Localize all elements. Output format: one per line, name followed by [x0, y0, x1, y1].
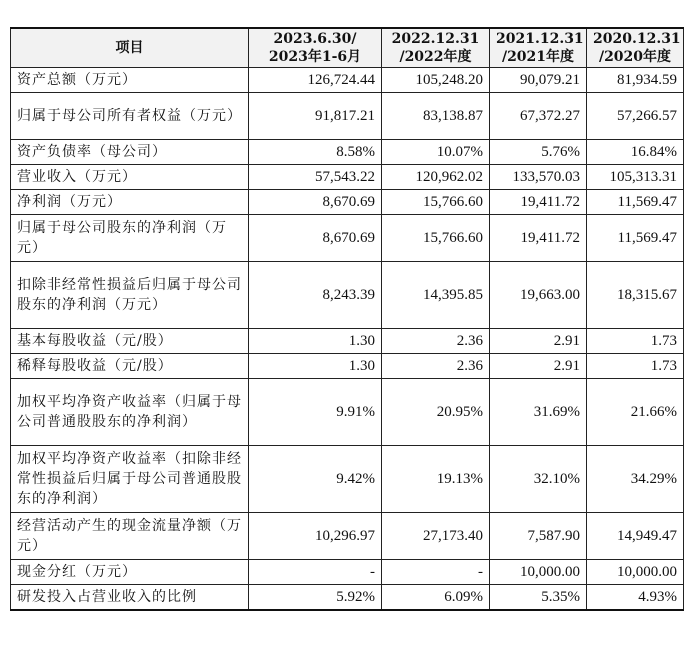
row-label: 资产总额（万元）: [11, 68, 249, 93]
row-label: 加权平均净资产收益率（扣除非经常性损益后归属于母公司普通股股东的净利润）: [11, 446, 249, 513]
cell-value: 19.13%: [382, 446, 490, 513]
cell-value: 57,266.57: [587, 93, 684, 140]
table-row: [11, 354, 684, 379]
table-row: [11, 513, 684, 560]
cell-value: 1.73: [587, 354, 684, 379]
cell-value: 14,395.85: [382, 262, 490, 329]
cell-value: 1.30: [249, 329, 382, 354]
cell-value: 105,313.31: [587, 165, 684, 190]
cell-value: 18,315.67: [587, 262, 684, 329]
cell-value: 9.91%: [249, 379, 382, 446]
table-row: [11, 165, 684, 190]
cell-value: 120,962.02: [382, 165, 490, 190]
cell-value: 16.84%: [587, 140, 684, 165]
header-period-2020: 2020.12.31 /2020年度: [587, 28, 684, 68]
cell-value: 90,079.21: [490, 68, 587, 93]
cell-value: 20.95%: [382, 379, 490, 446]
cell-value: 10,296.97: [249, 513, 382, 560]
cell-value: 10,000.00: [490, 560, 587, 585]
cell-value: 31.69%: [490, 379, 587, 446]
cell-value: 10.07%: [382, 140, 490, 165]
cell-value: 14,949.47: [587, 513, 684, 560]
cell-value: 133,570.03: [490, 165, 587, 190]
row-label: 归属于母公司股东的净利润（万元）: [11, 215, 249, 262]
row-label: 研发投入占营业收入的比例: [11, 585, 249, 611]
cell-value: 1.30: [249, 354, 382, 379]
financial-table-container: [10, 27, 683, 611]
cell-value: 11,569.47: [587, 215, 684, 262]
cell-value: -: [382, 560, 490, 585]
table-row: [11, 379, 684, 446]
cell-value: 4.93%: [587, 585, 684, 611]
cell-value: 6.09%: [382, 585, 490, 611]
cell-value: 2.36: [382, 354, 490, 379]
table-row: [11, 190, 684, 215]
cell-value: 5.35%: [490, 585, 587, 611]
cell-value: 10,000.00: [587, 560, 684, 585]
cell-value: 57,543.22: [249, 165, 382, 190]
row-label: 基本每股收益（元/股）: [11, 329, 249, 354]
table-row: [11, 215, 684, 262]
cell-value: 19,663.00: [490, 262, 587, 329]
cell-value: 5.92%: [249, 585, 382, 611]
cell-value: 126,724.44: [249, 68, 382, 93]
cell-value: 105,248.20: [382, 68, 490, 93]
cell-value: 21.66%: [587, 379, 684, 446]
cell-value: 15,766.60: [382, 190, 490, 215]
cell-value: 9.42%: [249, 446, 382, 513]
cell-value: 19,411.72: [490, 190, 587, 215]
table-header-row: [11, 28, 684, 68]
table-row: [11, 68, 684, 93]
cell-value: 5.76%: [490, 140, 587, 165]
cell-value: 11,569.47: [587, 190, 684, 215]
header-item: 项目: [11, 28, 249, 68]
table-row: [11, 140, 684, 165]
row-label: 稀释每股收益（元/股）: [11, 354, 249, 379]
cell-value: 81,934.59: [587, 68, 684, 93]
table-row: [11, 329, 684, 354]
row-label: 扣除非经常性损益后归属于母公司股东的净利润（万元）: [11, 262, 249, 329]
cell-value: 15,766.60: [382, 215, 490, 262]
cell-value: 19,411.72: [490, 215, 587, 262]
row-label: 现金分红（万元）: [11, 560, 249, 585]
table-row: [11, 585, 684, 611]
cell-value: 8,670.69: [249, 215, 382, 262]
header-period-2022: 2022.12.31 /2022年度: [382, 28, 490, 68]
cell-value: 7,587.90: [490, 513, 587, 560]
row-label: 归属于母公司所有者权益（万元）: [11, 93, 249, 140]
row-label: 经营活动产生的现金流量净额（万元）: [11, 513, 249, 560]
table-row: [11, 262, 684, 329]
cell-value: -: [249, 560, 382, 585]
table-row: [11, 446, 684, 513]
cell-value: 1.73: [587, 329, 684, 354]
cell-value: 32.10%: [490, 446, 587, 513]
cell-value: 67,372.27: [490, 93, 587, 140]
cell-value: 2.91: [490, 329, 587, 354]
cell-value: 34.29%: [587, 446, 684, 513]
row-label: 净利润（万元）: [11, 190, 249, 215]
table-row: [11, 560, 684, 585]
cell-value: 83,138.87: [382, 93, 490, 140]
row-label: 加权平均净资产收益率（归属于母公司普通股股东的净利润）: [11, 379, 249, 446]
cell-value: 8,670.69: [249, 190, 382, 215]
financial-indicators-table: [10, 27, 684, 611]
cell-value: 8,243.39: [249, 262, 382, 329]
header-period-2021: 2021.12.31 /2021年度: [490, 28, 587, 68]
cell-value: 2.36: [382, 329, 490, 354]
row-label: 资产负债率（母公司）: [11, 140, 249, 165]
cell-value: 2.91: [490, 354, 587, 379]
cell-value: 91,817.21: [249, 93, 382, 140]
row-label: 营业收入（万元）: [11, 165, 249, 190]
table-row: [11, 93, 684, 140]
cell-value: 27,173.40: [382, 513, 490, 560]
header-period-2023h1: 2023.6.30/ 2023年1-6月: [249, 28, 382, 68]
cell-value: 8.58%: [249, 140, 382, 165]
